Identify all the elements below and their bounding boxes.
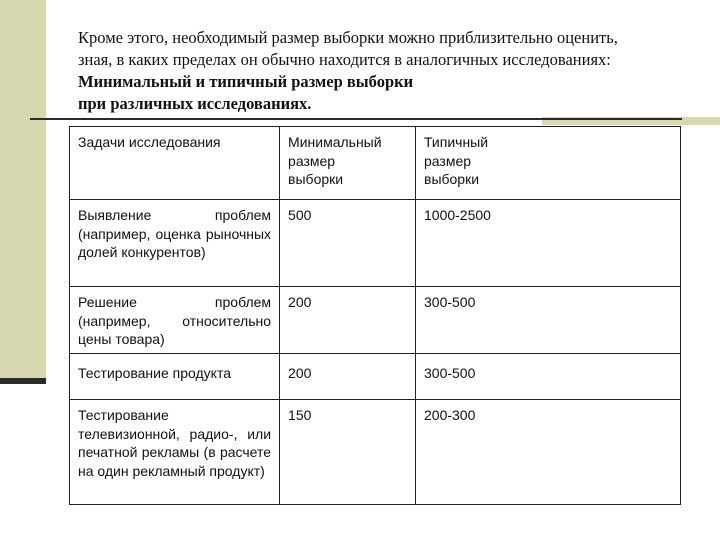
typical-size-cell: 1000-2500	[416, 200, 681, 287]
min-size-cell: 150	[280, 400, 416, 505]
sample-size-table	[69, 126, 681, 505]
header-typical-size: Типичный размер выборки	[416, 127, 681, 200]
heading-line-2: при различных исследованиях.	[78, 94, 312, 113]
table-header-row	[70, 127, 681, 200]
intro-text	[78, 27, 698, 115]
heading-line-1: Минимальный и типичный размер выборки	[78, 72, 414, 91]
task-cell: Тестирование телевизионной, радио-, или печатной рекламы (в расчете на один рекламный продукт)	[70, 400, 280, 505]
title-rule	[30, 118, 682, 120]
task-cell: Решение проблем (например, относительно цены товара)	[70, 287, 280, 354]
left-decor-bar	[0, 0, 46, 378]
min-size-cell: 200	[280, 354, 416, 400]
intro-line-2: зная, в каких пределах он обычно находится в аналогичных исследованиях:	[78, 50, 611, 69]
min-size-cell: 500	[280, 200, 416, 287]
task-cell: Выявление проблем (например, оценка рыночных долей конкурентов)	[70, 200, 280, 287]
header-tasks: Задачи исследования	[70, 127, 280, 200]
table-row	[70, 354, 681, 400]
min-size-cell: 200	[280, 287, 416, 354]
typical-size-cell: 300-500	[416, 287, 681, 354]
table-row	[70, 287, 681, 354]
left-decor-rule	[0, 378, 46, 384]
table-row	[70, 200, 681, 287]
header-min-size: Минимальный размер выборки	[280, 127, 416, 200]
table-row	[70, 400, 681, 505]
typical-size-cell: 200-300	[416, 400, 681, 505]
task-cell: Тестирование продукта	[70, 354, 280, 400]
typical-size-cell: 300-500	[416, 354, 681, 400]
intro-line-1: Кроме этого, необходимый размер выборки можно приблизительно оценить,	[78, 28, 618, 47]
